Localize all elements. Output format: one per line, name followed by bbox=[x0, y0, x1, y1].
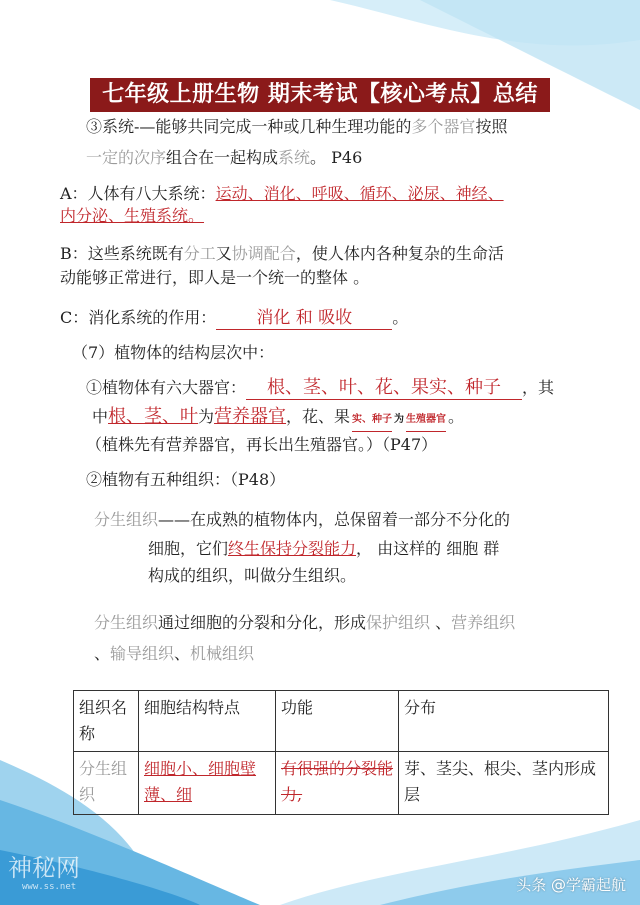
meristem-def-line3: 构成的组织，叫做分生组织。 bbox=[148, 566, 357, 585]
answer-six-organs: 根、茎、叶、花、果实、种子 bbox=[267, 377, 502, 398]
answer-digestion: 消化 和 吸收 bbox=[256, 308, 353, 328]
point-b-line2: 动能够正常进行，即人是一个统一的整体 。 bbox=[60, 268, 370, 287]
table-header-row bbox=[74, 691, 609, 752]
meristem-forms-line2: 、输导组织、机械组织 bbox=[94, 644, 255, 663]
header-cell-structure: 细胞结构特点 bbox=[139, 691, 276, 752]
meristem-def-line2: 细胞，它们终生保持分裂能力， 由这样的 细胞 群 bbox=[148, 539, 500, 558]
point-c-line: C：消化系统的作用： 消化 和 吸收 。 bbox=[60, 308, 409, 328]
tissue-table bbox=[73, 690, 609, 815]
header-tissue-name: 组织名称 bbox=[74, 691, 139, 752]
cell-function: 有很强的分裂能力, bbox=[276, 752, 399, 815]
page-title: 七年级上册生物 期末考试【核心考点】总结 bbox=[90, 78, 550, 112]
point-a-line2: 内分泌、生殖系统。 bbox=[60, 206, 205, 225]
meristem-forms-line1: 分生组织通过细胞的分裂和分化，形成保护组织 、营养组织 bbox=[94, 613, 516, 632]
table-row bbox=[74, 752, 609, 815]
header-distribution: 分布 bbox=[399, 691, 609, 752]
organs-line2: 中根、茎、叶为营养器官，花、果 实、种子 为 生殖器官 。 bbox=[92, 406, 464, 432]
system-definition-line2: 一定的次序组合在一起构成系统。 P46 bbox=[86, 148, 363, 167]
tissues-heading: ②植物有五种组织：（P48） bbox=[86, 470, 286, 489]
cell-feature: 细胞小、细胞壁薄、细 bbox=[139, 752, 276, 815]
section-7-heading: （7）植物体的结构层次中： bbox=[72, 343, 275, 362]
header-function: 功能 bbox=[276, 691, 399, 752]
point-b-line1: B：这些系统既有分工又协调配合，使人体内各种复杂的生命活 bbox=[60, 244, 504, 263]
organs-line1: ①植物体有六大器官： 根、茎、叶、花、果实、种子 ，其 bbox=[86, 377, 555, 398]
answer-eight-systems: 运动、消化、呼吸、循环、泌尿、神经、 bbox=[215, 184, 504, 203]
meristem-def-line1: 分生组织——在成熟的植物体内，总保留着一部分不分化的 bbox=[94, 510, 511, 529]
point-a-line1: A：人体有八大系统：运动、消化、呼吸、循环、泌尿、神经、 bbox=[60, 184, 504, 203]
author-credit: 头条 @学霸起航 bbox=[516, 876, 626, 894]
cell-tissue-name: 分生组织 bbox=[74, 752, 139, 815]
watermark-url: www.ss.net bbox=[22, 882, 77, 892]
system-definition-line1: ③系统-—能够共同完成一种或几种生理功能的多个器官按照 bbox=[86, 117, 508, 136]
cell-distribution: 芽、茎尖、根尖、茎内形成层 bbox=[399, 752, 609, 815]
organs-note: （植株先有营养器官，再长出生殖器官。）（P47） bbox=[86, 435, 438, 454]
watermark-logo: 神秘网 bbox=[8, 854, 80, 882]
answer-division: 终生保持分裂能力 bbox=[228, 539, 357, 558]
